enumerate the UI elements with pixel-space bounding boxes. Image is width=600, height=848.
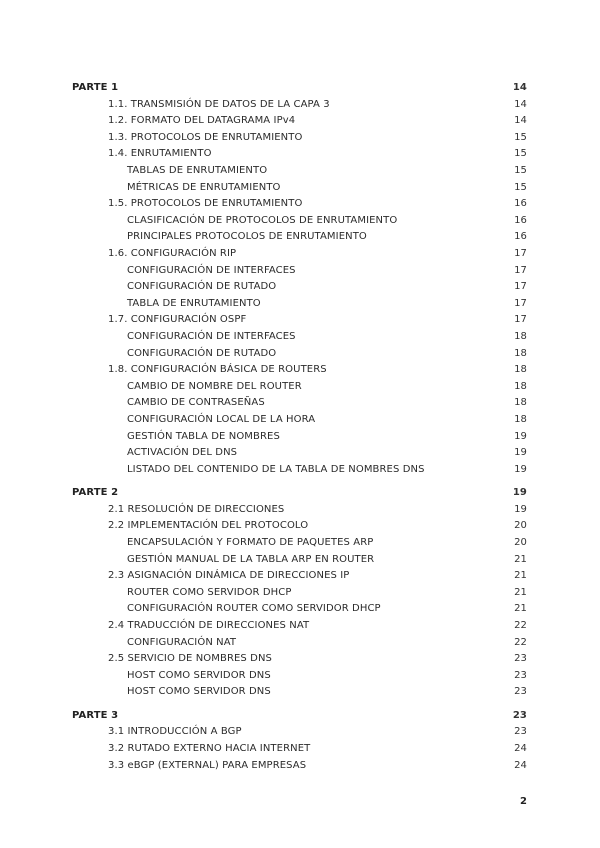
toc-entry [127, 552, 527, 568]
toc-entry-title: CONFIGURACIÓN DE RUTADO [127, 347, 277, 359]
toc-entry-title: HOST COMO SERVIDOR DNS [127, 686, 271, 698]
toc-entry-page: 23 [514, 669, 527, 681]
toc-entry-page: 20 [514, 520, 527, 532]
toc-part-heading [72, 80, 527, 96]
toc-entry-title: 1.2. FORMATO DEL DATAGRAMA IPv4 [108, 115, 296, 127]
toc-entry-page: 17 [514, 281, 527, 293]
toc-entry-title: PARTE 3 [72, 709, 119, 721]
toc-entry-title: GESTIÓN TABLA DE NOMBRES [127, 430, 280, 442]
toc-entry-page: 21 [514, 586, 527, 598]
toc-entry-title: 1.6. CONFIGURACIÓN RIP [108, 248, 237, 259]
toc-entry [127, 429, 527, 445]
toc-entry-page: 16 [514, 231, 527, 243]
toc-entry-title: 1.1. TRANSMISIÓN DE DATOS DE LA CAPA 3 [108, 98, 330, 110]
toc-entry-page: 18 [514, 414, 527, 425]
toc-entry [127, 163, 527, 179]
toc-entry-title: CAMBIO DE CONTRASEÑAS [127, 397, 265, 409]
toc-entry-title: MÉTRICAS DE ENRUTAMIENTO [127, 181, 281, 193]
toc-entry-title: CONFIGURACIÓN NAT [127, 636, 237, 648]
toc-entry-page: 19 [514, 430, 527, 442]
toc-entry [127, 213, 527, 229]
toc-entry [127, 635, 527, 651]
toc-entry-page: 18 [514, 347, 527, 359]
toc-entry-title: GESTIÓN MANUAL DE LA TABLA ARP EN ROUTER [127, 553, 375, 565]
toc-entry-page: 14 [514, 115, 527, 127]
toc-entry [127, 445, 527, 461]
toc-entry-title: 3.1 INTRODUCCIÓN A BGP [108, 726, 242, 738]
toc-entry-title: TABLA DE ENRUTAMIENTO [127, 297, 261, 309]
toc-entry-title: 2.4 TRADUCCIÓN DE DIRECCIONES NAT [108, 620, 310, 631]
toc-entry-page: 23 [514, 686, 527, 698]
toc-entry-title: CONFIGURACIÓN DE INTERFACES [127, 331, 296, 342]
toc-entry-page: 15 [514, 131, 527, 143]
toc-entry [108, 312, 527, 328]
toc-entry [127, 180, 527, 196]
toc-entry-title: TABLAS DE ENRUTAMIENTO [127, 165, 268, 176]
toc-entry [127, 684, 527, 700]
toc-entry [127, 379, 527, 395]
toc-entry-page: 18 [514, 331, 527, 342]
toc-entry [127, 296, 527, 312]
toc-entry-title: 1.3. PROTOCOLOS DE ENRUTAMIENTO [108, 131, 303, 143]
toc-entry-page: 24 [514, 759, 527, 771]
toc-entry-title: LISTADO DEL CONTENIDO DE LA TABLA DE NOMBRES DNS [127, 463, 425, 475]
toc-entry-title: ENCAPSULACIÓN Y FORMATO DE PAQUETES ARP [127, 537, 374, 548]
toc-entry-page: 23 [512, 709, 527, 721]
toc-entry-title: CONFIGURACIÓN LOCAL DE LA HORA [127, 414, 316, 425]
toc-entry [127, 346, 527, 362]
toc-entry-page: 23 [514, 726, 527, 738]
toc-part-heading [72, 485, 527, 501]
toc-entry-page: 18 [514, 397, 527, 409]
toc-entry-title: CONFIGURACIÓN DE INTERFACES [127, 264, 296, 276]
toc-entry-page: 22 [514, 620, 527, 631]
toc-entry-page: 15 [514, 181, 527, 193]
toc-entry-page: 19 [514, 503, 527, 515]
toc-entry [108, 618, 527, 634]
toc-entry [127, 229, 527, 245]
toc-entry-title: 3.2 RUTADO EXTERNO HACIA INTERNET [108, 743, 311, 754]
toc-entry-page: 19 [514, 463, 527, 475]
toc-entry-page: 23 [514, 653, 527, 665]
toc-entry-page: 21 [514, 570, 527, 582]
toc-entry [127, 263, 527, 279]
toc-entry-title: CONFIGURACIÓN ROUTER COMO SERVIDOR DHCP [127, 603, 381, 615]
toc-entry-title: 2.1 RESOLUCIÓN DE DIRECCIONES [108, 503, 285, 515]
toc-entry [127, 668, 527, 684]
toc-entry-title: 2.3 ASIGNACIÓN DINÁMICA DE DIRECCIONES IP [108, 570, 350, 582]
toc-entry-title: 1.7. CONFIGURACIÓN OSPF [108, 314, 247, 326]
toc-entry-page: 17 [514, 248, 527, 259]
toc-entry-title: 1.8. CONFIGURACIÓN BÁSICA DE ROUTERS [108, 364, 327, 376]
toc-entry-title: 1.4. ENRUTAMIENTO [108, 148, 212, 160]
toc-entry [108, 568, 527, 584]
toc-entry-page: 16 [514, 214, 527, 226]
toc-entry-page: 14 [512, 82, 527, 93]
toc-entry-page: 22 [514, 636, 527, 648]
toc-entry-page: 16 [514, 198, 527, 210]
toc-entry [108, 518, 527, 534]
toc-entry-title: 2.5 SERVICIO DE NOMBRES DNS [108, 653, 272, 665]
toc-entry-page: 18 [514, 380, 527, 392]
toc-entry [127, 535, 527, 551]
toc-entry-title: CLASIFICACIÓN DE PROTOCOLOS DE ENRUTAMIENTO [127, 214, 398, 226]
toc-entry [108, 741, 527, 757]
toc-entry [108, 502, 527, 518]
toc-entry-title: 2.2 IMPLEMENTACIÓN DEL PROTOCOLO [108, 520, 309, 532]
toc-entry-page: 21 [514, 603, 527, 615]
toc-entry-page: 24 [514, 743, 527, 754]
toc-entry [127, 395, 527, 411]
toc-entry [127, 601, 527, 617]
toc-entry-page: 17 [514, 264, 527, 276]
toc-entry [127, 412, 527, 428]
toc-entry-page: 19 [514, 447, 527, 459]
toc-entry [108, 362, 527, 378]
toc-entry [127, 585, 527, 601]
toc-entry-title: ACTIVACIÓN DEL DNS [127, 447, 238, 459]
toc-entry [127, 329, 527, 345]
toc-part-heading [72, 708, 527, 724]
toc-entry-page: 19 [512, 487, 527, 499]
toc-entry-title: ROUTER COMO SERVIDOR DHCP [127, 586, 292, 598]
toc-entry [108, 196, 527, 212]
toc-entry-page: 17 [514, 297, 527, 309]
toc-entry-title: 3.3 eBGP (EXTERNAL) PARA EMPRESAS [108, 759, 307, 771]
toc-entry [127, 462, 527, 478]
toc-entry-page: 21 [514, 553, 527, 565]
toc-entry-title: CONFIGURACIÓN DE RUTADO [127, 281, 277, 293]
toc-entry-page: 15 [514, 165, 527, 176]
toc-entry-page: 14 [514, 98, 527, 110]
toc-entry-page: 20 [514, 537, 527, 548]
toc-entry-page: 18 [514, 364, 527, 376]
toc-entry [127, 279, 527, 295]
toc-entry [108, 146, 527, 162]
toc-entry-page: 15 [514, 148, 527, 160]
toc-entry [108, 130, 527, 146]
toc-entry-title: PRINCIPALES PROTOCOLOS DE ENRUTAMIENTO [127, 231, 367, 243]
toc-entry-title: CAMBIO DE NOMBRE DEL ROUTER [127, 380, 302, 392]
toc-entry [108, 246, 527, 262]
page-number: 2 [520, 796, 527, 807]
toc-entry [108, 758, 527, 774]
toc-entry-title: 1.5. PROTOCOLOS DE ENRUTAMIENTO [108, 198, 303, 210]
toc-entry [108, 724, 527, 740]
toc-entry-title: HOST COMO SERVIDOR DNS [127, 669, 271, 681]
toc-entry [108, 651, 527, 667]
toc-entry [108, 97, 527, 113]
toc-entry [108, 113, 527, 129]
toc-entry-title: PARTE 1 [72, 82, 119, 93]
toc-entry-page: 17 [514, 314, 527, 326]
toc-entry-title: PARTE 2 [72, 487, 119, 499]
